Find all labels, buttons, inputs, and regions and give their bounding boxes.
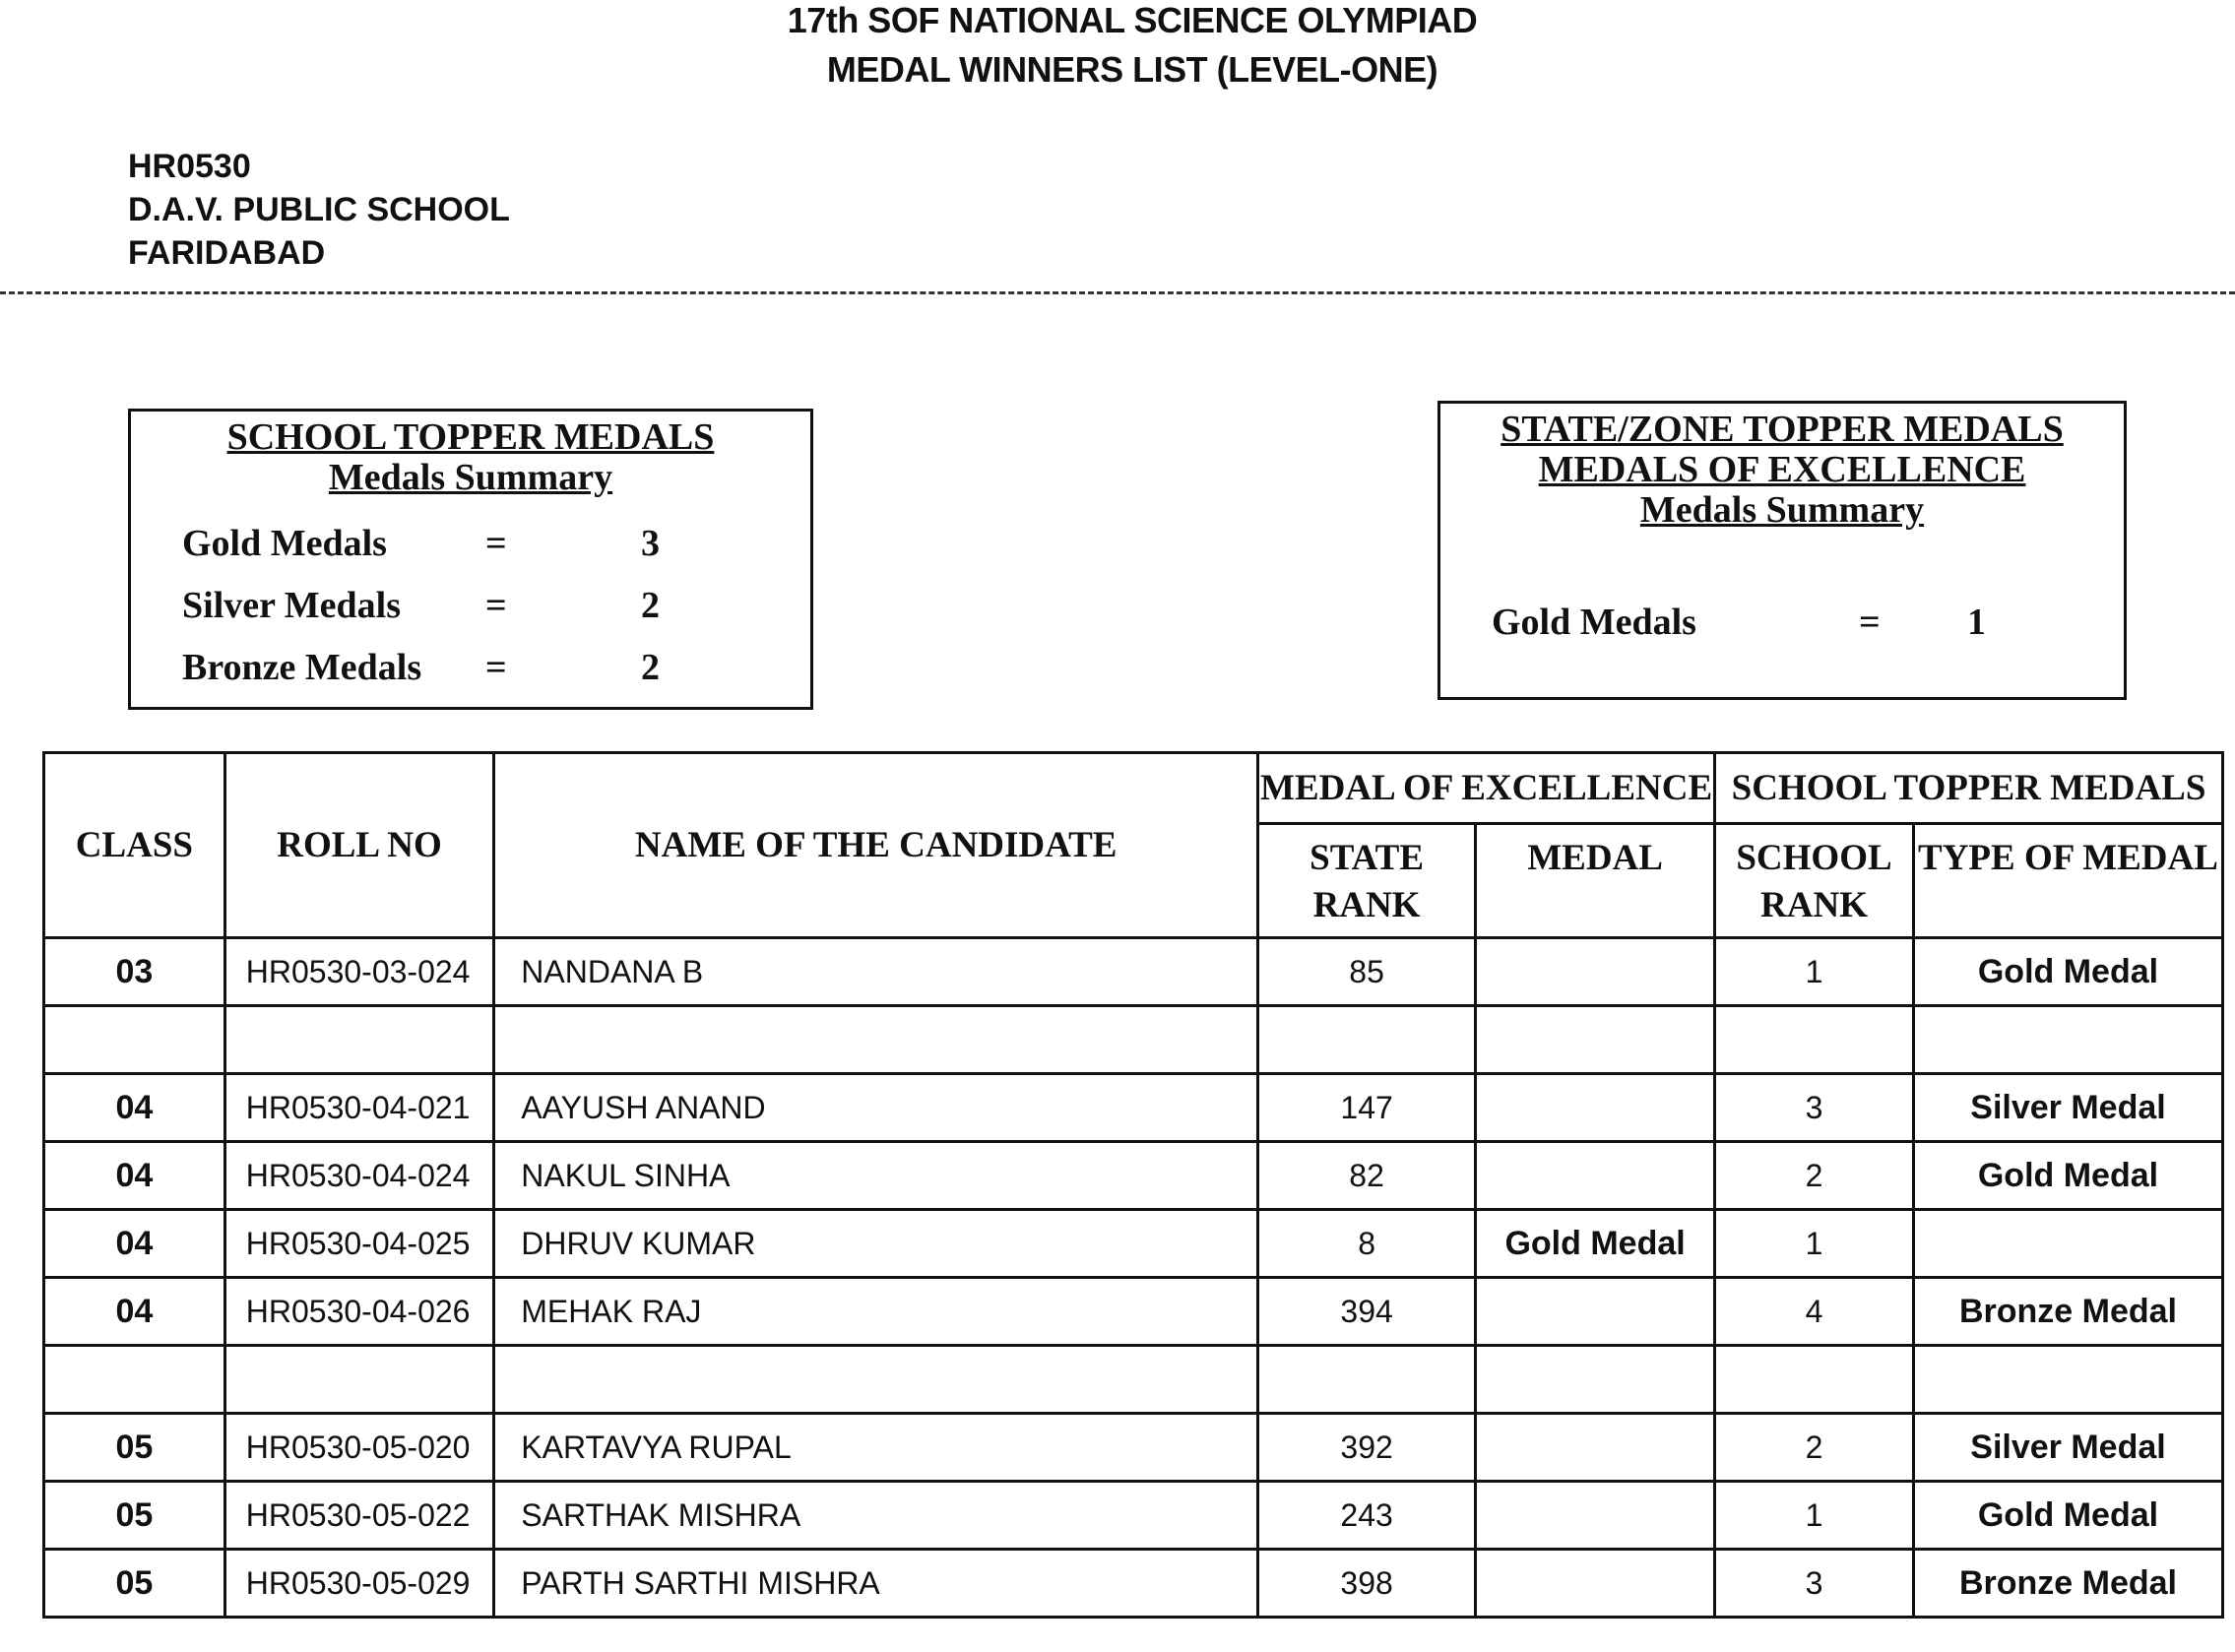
summary-count: 2 xyxy=(641,585,660,626)
roll-cell: HR0530-05-022 xyxy=(224,1482,494,1550)
school-rank-cell: 3 xyxy=(1715,1074,1914,1142)
state-rank-cell: 85 xyxy=(1258,938,1476,1006)
table-row xyxy=(44,1550,2223,1618)
school-rank-cell: 1 xyxy=(1715,1482,1914,1550)
medal-type-cell xyxy=(1913,1210,2222,1278)
school-rank-cell xyxy=(1715,1346,1914,1414)
table-row xyxy=(44,938,2223,1006)
summary-count: 1 xyxy=(1967,602,1986,643)
table-row xyxy=(44,1482,2223,1550)
class-cell: 05 xyxy=(44,1550,225,1618)
school-rank-cell xyxy=(1715,1006,1914,1074)
table-row xyxy=(44,1278,2223,1346)
medal-type-cell xyxy=(1913,1006,2222,1074)
summary-equals: = xyxy=(485,523,507,564)
state-rank-cell xyxy=(1258,1346,1476,1414)
roll-cell xyxy=(224,1346,494,1414)
class-cell: 04 xyxy=(44,1278,225,1346)
table-row xyxy=(44,1346,2223,1414)
summary-equals: = xyxy=(1859,602,1881,643)
state-rank-cell: 394 xyxy=(1258,1278,1476,1346)
name-cell xyxy=(494,1346,1258,1414)
medal-cell xyxy=(1476,1346,1715,1414)
class-cell xyxy=(44,1006,225,1074)
header-state-rank: STATE RANK xyxy=(1258,824,1476,938)
summary-label: Gold Medals xyxy=(182,523,387,564)
header-name: NAME OF THE CANDIDATE xyxy=(494,753,1258,938)
roll-cell: HR0530-04-026 xyxy=(224,1278,494,1346)
medal-type-cell: Silver Medal xyxy=(1913,1074,2222,1142)
state-rank-cell: 398 xyxy=(1258,1550,1476,1618)
school-rank-cell: 1 xyxy=(1715,1210,1914,1278)
summary-heading: STATE/ZONE TOPPER MEDALS xyxy=(1501,409,2064,450)
medal-cell xyxy=(1476,1414,1715,1482)
state-rank-cell: 82 xyxy=(1258,1142,1476,1210)
name-cell: NAKUL SINHA xyxy=(494,1142,1258,1210)
school-rank-cell: 2 xyxy=(1715,1414,1914,1482)
medal-type-cell: Gold Medal xyxy=(1913,938,2222,1006)
name-cell: MEHAK RAJ xyxy=(494,1278,1258,1346)
summary-heading: SCHOOL TOPPER MEDALS xyxy=(226,416,715,458)
table-row xyxy=(44,1210,2223,1278)
medal-type-cell: Silver Medal xyxy=(1913,1414,2222,1482)
state-rank-cell: 392 xyxy=(1258,1414,1476,1482)
state-rank-cell xyxy=(1258,1006,1476,1074)
roll-cell: HR0530-04-024 xyxy=(224,1142,494,1210)
state-rank-cell: 243 xyxy=(1258,1482,1476,1550)
roll-cell: HR0530-03-024 xyxy=(224,938,494,1006)
table-row xyxy=(44,1074,2223,1142)
class-cell: 04 xyxy=(44,1142,225,1210)
school-rank-cell: 3 xyxy=(1715,1550,1914,1618)
class-cell: 05 xyxy=(44,1482,225,1550)
state-topper-summary-box xyxy=(1437,401,2127,700)
medal-cell xyxy=(1476,1550,1715,1618)
medal-type-cell xyxy=(1913,1346,2222,1414)
school-rank-cell: 4 xyxy=(1715,1278,1914,1346)
summary-label: Silver Medals xyxy=(182,585,402,626)
header-excellence: MEDAL OF EXCELLENCE xyxy=(1258,753,1715,824)
summary-subheading: Medals Summary xyxy=(1639,489,1925,531)
table-row xyxy=(44,1006,2223,1074)
name-cell: DHRUV KUMAR xyxy=(494,1210,1258,1278)
school-name: D.A.V. PUBLIC SCHOOL xyxy=(128,191,510,228)
medal-winners-table xyxy=(42,751,2224,1619)
medal-cell xyxy=(1476,938,1715,1006)
roll-cell: HR0530-04-025 xyxy=(224,1210,494,1278)
medal-type-cell: Gold Medal xyxy=(1913,1482,2222,1550)
medal-type-cell: Bronze Medal xyxy=(1913,1278,2222,1346)
school-city: FARIDABAD xyxy=(128,234,326,272)
table-row xyxy=(44,1414,2223,1482)
header-roll: ROLL NO xyxy=(224,753,494,938)
medal-cell xyxy=(1476,1142,1715,1210)
name-cell xyxy=(494,1006,1258,1074)
state-rank-cell: 8 xyxy=(1258,1210,1476,1278)
name-cell: AAYUSH ANAND xyxy=(494,1074,1258,1142)
roll-cell: HR0530-05-020 xyxy=(224,1414,494,1482)
medal-cell xyxy=(1476,1006,1715,1074)
class-cell: 04 xyxy=(44,1210,225,1278)
summary-count: 2 xyxy=(641,647,660,688)
summary-label: Gold Medals xyxy=(1492,602,1696,643)
summary-equals: = xyxy=(485,647,507,688)
summary-heading-2: MEDALS OF EXCELLENCE xyxy=(1538,449,2026,490)
medal-cell xyxy=(1476,1074,1715,1142)
school-topper-summary-box xyxy=(128,409,813,710)
header-school-topper: SCHOOL TOPPER MEDALS xyxy=(1715,753,2223,824)
roll-cell xyxy=(224,1006,494,1074)
medal-type-cell: Bronze Medal xyxy=(1913,1550,2222,1618)
state-rank-cell: 147 xyxy=(1258,1074,1476,1142)
summary-label: Bronze Medals xyxy=(182,647,422,688)
header-school-rank: SCHOOL RANK xyxy=(1715,824,1914,938)
summary-subheading: Medals Summary xyxy=(328,457,613,498)
title-line-1: 17th SOF NATIONAL SCIENCE OLYMPIAD xyxy=(787,0,1478,40)
divider xyxy=(0,291,2235,294)
school-rank-cell: 2 xyxy=(1715,1142,1914,1210)
medal-type-cell: Gold Medal xyxy=(1913,1142,2222,1210)
medal-cell xyxy=(1476,1482,1715,1550)
roll-cell: HR0530-04-021 xyxy=(224,1074,494,1142)
name-cell: SARTHAK MISHRA xyxy=(494,1482,1258,1550)
school-code: HR0530 xyxy=(128,148,251,185)
name-cell: PARTH SARTHI MISHRA xyxy=(494,1550,1258,1618)
class-cell: 03 xyxy=(44,938,225,1006)
header-medal: MEDAL xyxy=(1476,824,1715,938)
class-cell xyxy=(44,1346,225,1414)
name-cell: KARTAVYA RUPAL xyxy=(494,1414,1258,1482)
school-rank-cell: 1 xyxy=(1715,938,1914,1006)
summary-count: 3 xyxy=(641,523,660,564)
title-line-2: MEDAL WINNERS LIST (LEVEL-ONE) xyxy=(826,49,1438,90)
medal-cell: Gold Medal xyxy=(1476,1210,1715,1278)
name-cell: NANDANA B xyxy=(494,938,1258,1006)
roll-cell: HR0530-05-029 xyxy=(224,1550,494,1618)
medal-cell xyxy=(1476,1278,1715,1346)
class-cell: 04 xyxy=(44,1074,225,1142)
class-cell: 05 xyxy=(44,1414,225,1482)
header-type-of-medal: TYPE OF MEDAL xyxy=(1913,824,2222,938)
table-row xyxy=(44,1142,2223,1210)
summary-equals: = xyxy=(485,585,507,626)
header-class: CLASS xyxy=(44,753,225,938)
